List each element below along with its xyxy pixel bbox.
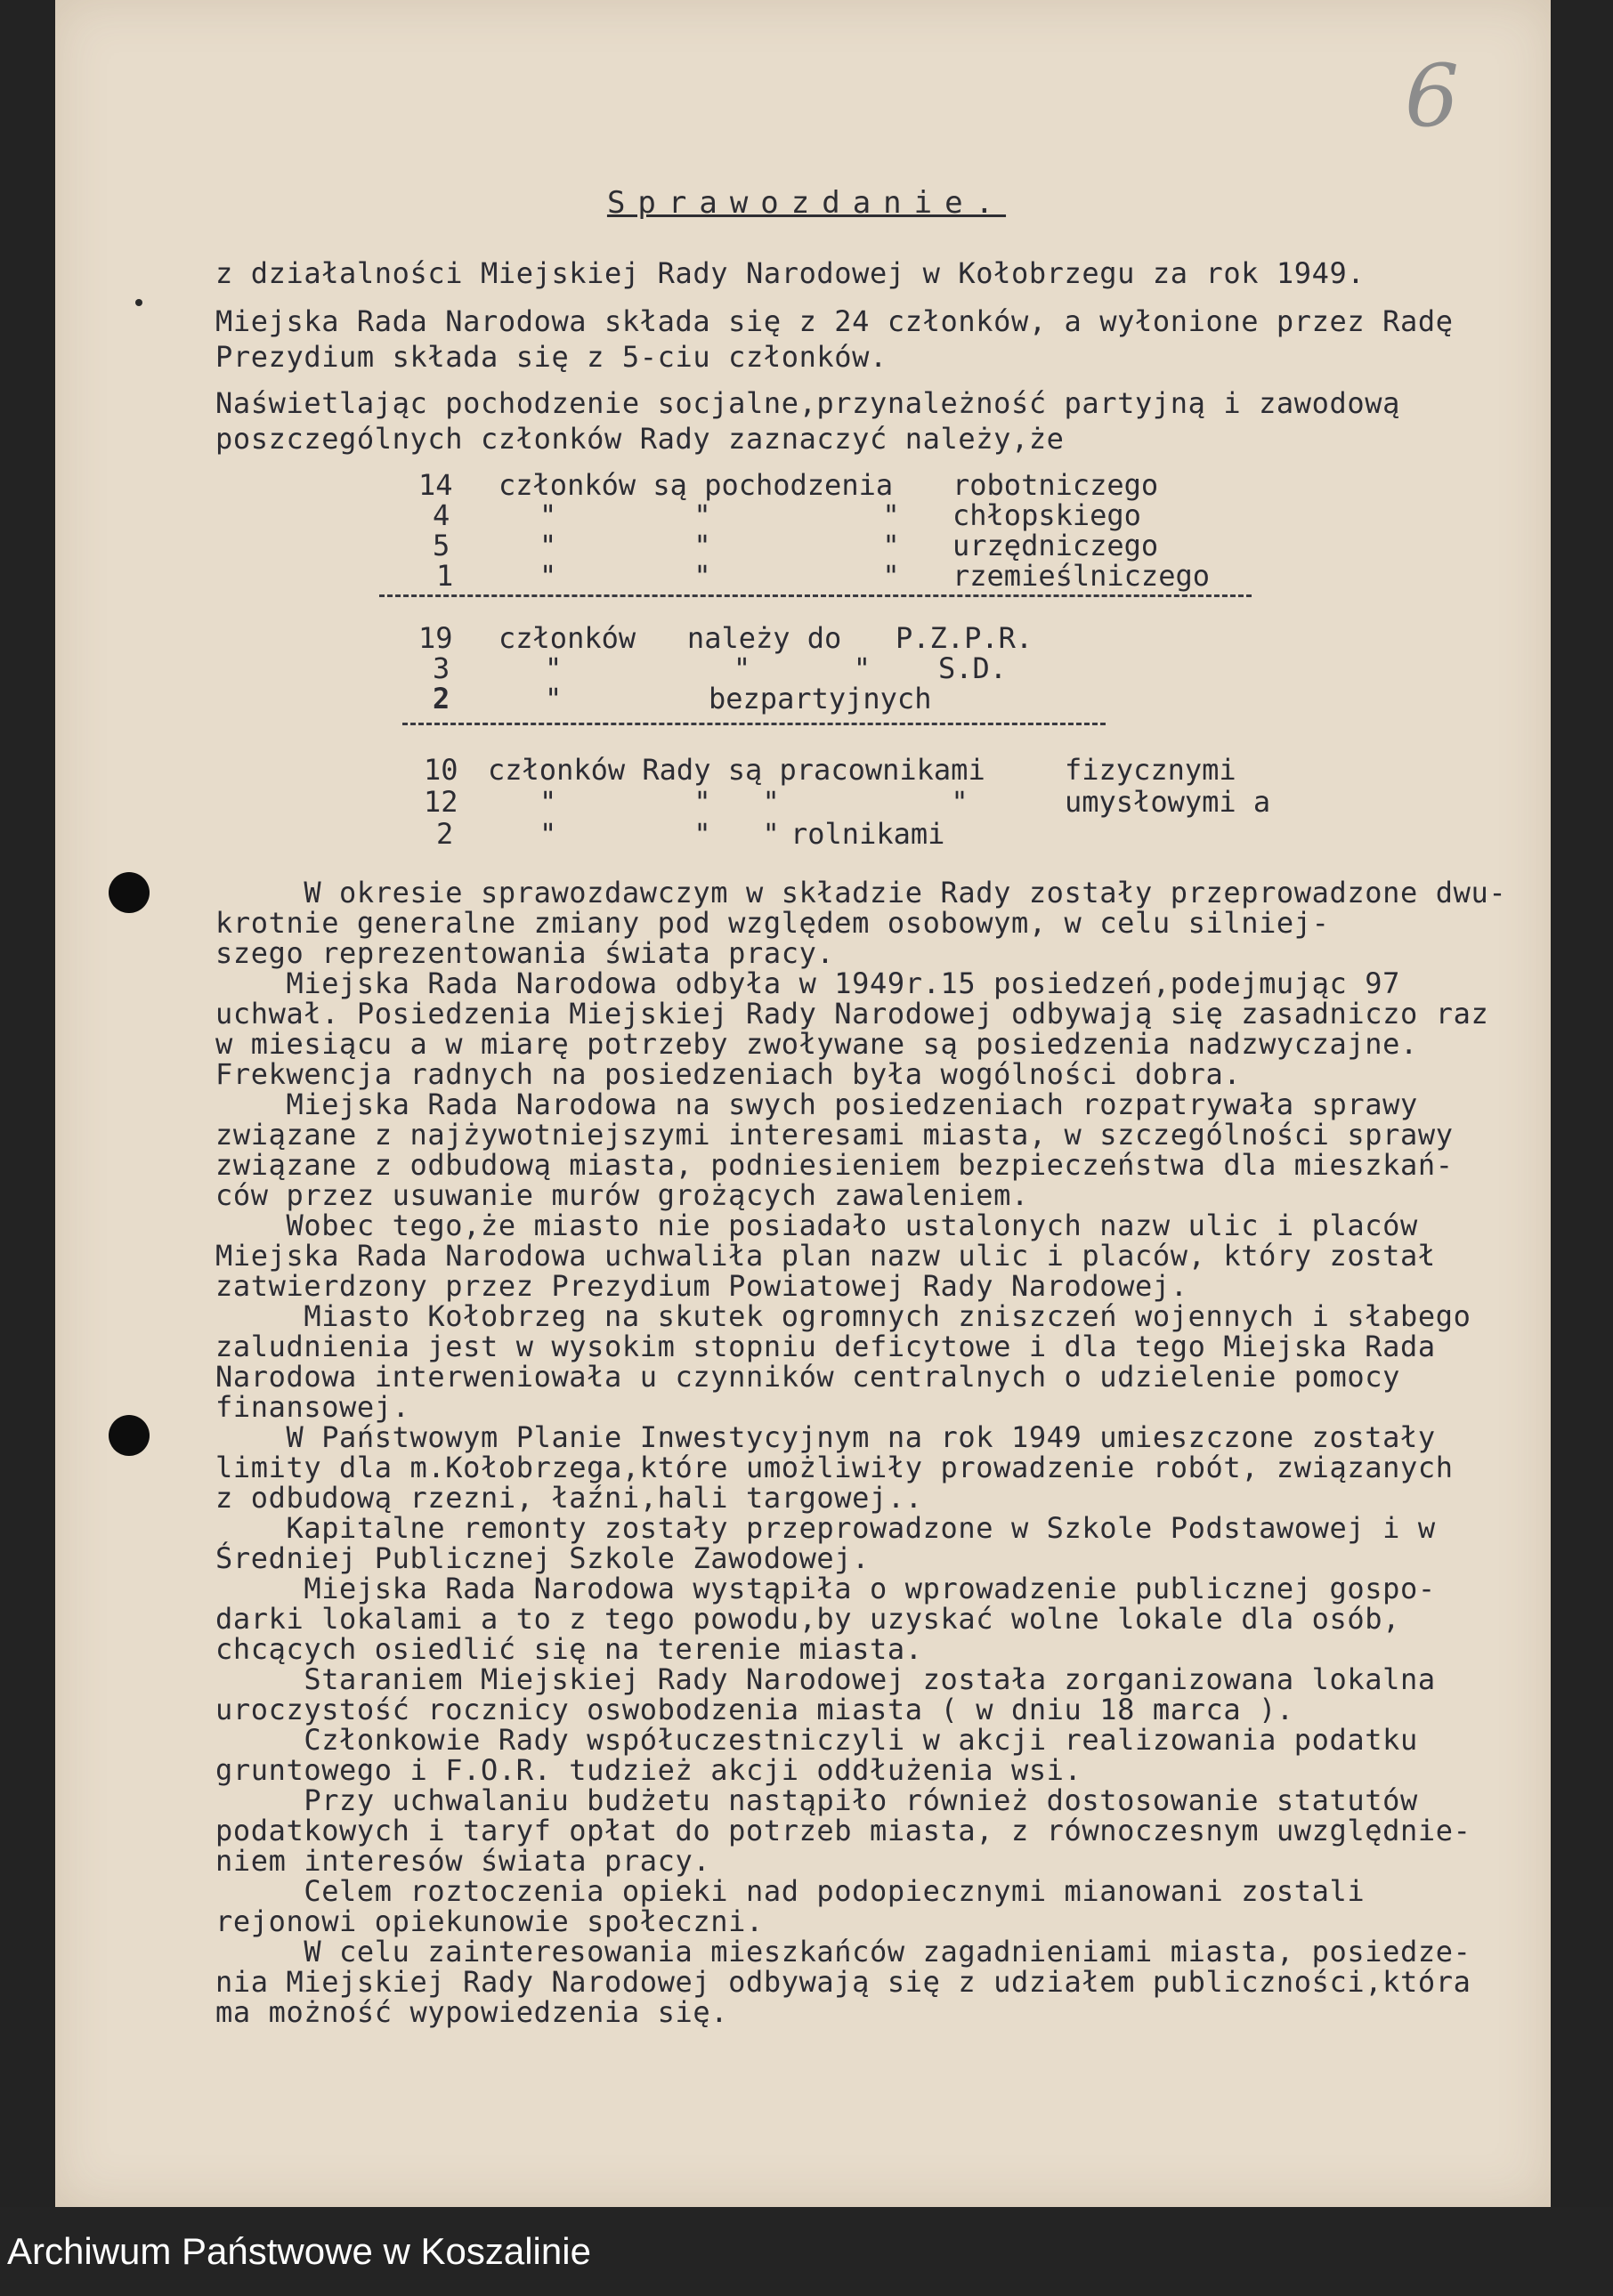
table-separator (402, 723, 1106, 725)
row-label: członków należy do (498, 621, 842, 655)
body-line: Miejska Rada Narodowa wystąpiła o wprowadzenie publicznej gospo- (215, 1572, 1436, 1605)
body-line: uchwał. Posiedzenia Miejskiej Rady Narodowej odbywają się zasadniczo raz (215, 997, 1489, 1031)
row-count: 2 (433, 682, 450, 715)
body-line: z odbudową rzezni, łaźni,hali targowej.. (215, 1481, 923, 1515)
page-number: 6 (1405, 46, 1460, 146)
intro-line: Prezydium składa się z 5-ciu członków. (215, 340, 888, 374)
row-count: 5 (433, 529, 450, 562)
row-label: " " " (539, 817, 780, 851)
body-line: Miejska Rada Narodowa odbyła w 1949r.15 posiedzeń,podejmując 97 (215, 966, 1400, 1000)
body-line: Miejska Rada Narodowa na swych posiedzeniach rozpatrywała sprawy (215, 1087, 1418, 1121)
body-line: W okresie sprawozdawczym w składzie Rady zostały przeprowadzone dwu- (215, 876, 1507, 910)
row-count: 14 (418, 468, 453, 502)
row-value: urzędniczego (952, 529, 1159, 562)
body-line: finansowej. (215, 1390, 410, 1424)
row-value: umysłowymi a (1065, 785, 1271, 819)
row-label: " (545, 682, 563, 715)
row-count: 3 (433, 651, 450, 685)
row-label: " " " (539, 559, 900, 593)
table-separator (379, 594, 1252, 597)
body-line: Narodowa interweniowała u czynników centralnych o udzielenie pomocy (215, 1360, 1400, 1394)
body-line: ma możność wypowiedzenia się. (215, 1995, 729, 2029)
body-line: darki lokalami a to z tego powodu,by uzyskać wolne lokale dla osób, (215, 1602, 1400, 1636)
row-value: S.D. (938, 651, 1008, 685)
body-line: limity dla m.Kołobrzega,które umożliwiły prowadzenie robót, związanych (215, 1451, 1454, 1484)
body-line: rejonowi opiekunowie społeczni. (215, 1904, 764, 1938)
intro-line: z działalności Miejskiej Rady Narodowej w Kołobrzegu za rok 1949. (215, 256, 1366, 290)
row-value: fizycznymi (1065, 753, 1236, 787)
row-label: " " " (539, 498, 900, 532)
body-line: Frekwencja radnych na posiedzeniach była wogólności dobra. (215, 1057, 1242, 1091)
body-line: szego reprezentowania świata pracy. (215, 936, 835, 970)
document-title: Sprawozdanie. (606, 185, 1007, 221)
archive-label: Archiwum Państwowe w Koszalinie (7, 2230, 591, 2272)
punch-hole-top (109, 872, 150, 913)
body-line: Celem roztoczenia opieki nad podopiecznymi mianowani zostali (215, 1874, 1366, 1908)
row-count: 1 (436, 559, 454, 593)
body-line: W celu zainteresowania mieszkańców zagadnieniami miasta, posiedze- (215, 1935, 1471, 1969)
body-line: zatwierdzony przez Prezydium Powiatowej Rady Narodowej. (215, 1269, 1188, 1303)
row-value: chłopskiego (952, 498, 1141, 532)
body-line: zaludnienia jest w wysokim stopniu deficytowe i dla tego Miejska Rada (215, 1330, 1436, 1363)
body-line: gruntowego i F.O.R. tudzież akcji oddłużenia wsi. (215, 1753, 1082, 1787)
body-line: Członkowie Rady współuczestniczyli w akcji realizowania podatku (215, 1723, 1418, 1757)
row-value: rolnikami (790, 817, 945, 851)
body-line: niem interesów świata pracy. (215, 1844, 711, 1878)
row-value: P.Z.P.R. (896, 621, 1033, 655)
row-label: " " " (545, 651, 871, 685)
row-count: 2 (436, 817, 454, 851)
intro-line: Miejska Rada Narodowa składa się z 24 członków, a wyłonione przez Radę (215, 304, 1454, 338)
row-value: robotniczego (952, 468, 1159, 502)
body-line: Kapitalne remonty zostały przeprowadzone w Szkole Podstawowej i w (215, 1511, 1436, 1545)
row-label: " " " (539, 529, 900, 562)
body-line: związane z odbudową miasta, podniesieniem bezpieczeństwa dla mieszkań- (215, 1148, 1454, 1182)
body-line: ców przez usuwanie murów grożących zawaleniem. (215, 1178, 1029, 1212)
row-count: 12 (424, 785, 458, 819)
margin-mark (135, 299, 142, 306)
row-value: rzemieślniczego (952, 559, 1210, 593)
body-line: Miasto Kołobrzeg na skutek ogromnych zniszczeń wojennych i słabego (215, 1299, 1471, 1333)
body-line: podatkowych i taryf opłat do potrzeb miasta, z równoczesnym uwzględnie- (215, 1814, 1471, 1847)
body-line: krotnie generalne zmiany pod względem osobowym, w celu silniej- (215, 906, 1330, 940)
body-line: Przy uchwalaniu budżetu nastąpiło również dostosowanie statutów (215, 1783, 1418, 1817)
body-line: związane z najżywotniejszymi interesami miasta, w szczególności sprawy (215, 1118, 1454, 1152)
body-line: Miejska Rada Narodowa uchwaliła plan nazw ulic i placów, który został (215, 1239, 1436, 1273)
row-count: 10 (424, 753, 458, 787)
body-line: nia Miejskiej Rady Narodowej odbywają się z udziałem publiczności,która (215, 1965, 1471, 1999)
intro-line: Naświetlając pochodzenie socjalne,przynależność partyjną i zawodową (215, 386, 1400, 420)
intro-line: poszczególnych członków Rady zaznaczyć należy,że (215, 422, 1065, 456)
row-label: " " " " (539, 785, 969, 819)
punch-hole-bottom (109, 1415, 150, 1456)
row-value: bezpartyjnych (709, 682, 932, 715)
row-count: 4 (433, 498, 450, 532)
row-label: członków są pochodzenia (498, 468, 894, 502)
body-line: uroczystość rocznicy oswobodzenia miasta ( w dniu 18 marca ). (215, 1693, 1294, 1726)
body-line: Średniej Publicznej Szkole Zawodowej. (215, 1541, 871, 1575)
body-line: Wobec tego,że miasto nie posiadało ustalonych nazw ulic i placów (215, 1209, 1418, 1242)
body-line: w miesiącu a w miarę potrzeby zwoływane są posiedzenia nadzwyczajne. (215, 1027, 1418, 1061)
body-line: Staraniem Miejskiej Rady Narodowej została zorganizowana lokalna (215, 1662, 1436, 1696)
body-line: W Państwowym Planie Inwestycyjnym na rok 1949 umieszczone zostały (215, 1420, 1436, 1454)
row-label: członków Rady są pracownikami (488, 753, 985, 787)
body-line: chcących osiedlić się na terenie miasta. (215, 1632, 923, 1666)
row-count: 19 (418, 621, 453, 655)
